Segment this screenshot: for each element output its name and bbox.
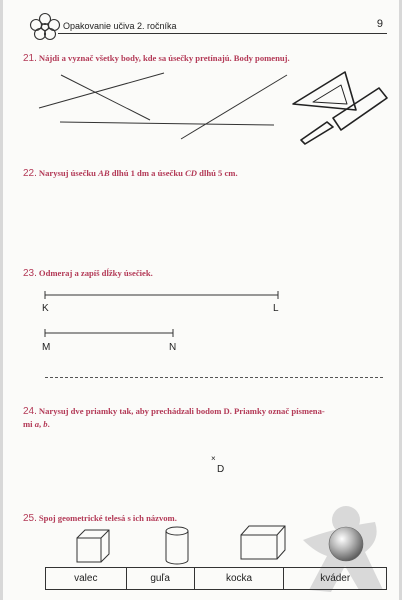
task-24-text-a: Narysuj dve priamky tak, aby prechádzali bodom D. Priamky označ písmena- [38,406,325,416]
task-21-text: Nájdi a vyznač všetky body, kde sa úsečky pretínajú. Body pomenuj. [38,53,290,63]
name-cell-gula: guľa [126,568,194,590]
line-a-label: a [34,419,39,429]
line-b-label: b [43,419,48,429]
page-number: 9 [376,18,383,30]
task-21-number: 21. [23,53,37,64]
task-22-text-c: dlhú 5 cm. [197,168,238,178]
name-cell-kvader: kváder [284,568,387,590]
segment-ab-label: AB [98,168,110,178]
name-cell-kocka: kocka [194,568,284,590]
task-24-text-b: mi [23,419,35,429]
task-25-text: Spoj geometrické telesá s ich názvom. [38,513,177,523]
task-23-text: Odmeraj a zapíš dĺžky úsečiek. [38,268,153,278]
segment-cd-label: CD [185,168,198,178]
name-cell-valec: valec [46,568,127,590]
geometric-solids [3,0,399,600]
point-d-label: D [217,464,225,475]
cuboid-icon [241,526,285,559]
task-24-text-c: . [47,419,50,429]
task-22-text-b: dlhú 1 dm a úsečku [109,168,186,178]
point-l-label: L [273,303,279,314]
point-k-label: K [42,303,49,314]
workbook-page [3,0,399,600]
task-25-number: 25. [23,513,37,524]
task-22-number: 22. [23,168,37,179]
point-d-mark: × [211,454,216,463]
task-24-comma: , [39,419,44,429]
sphere-icon [329,527,363,561]
cube-icon [77,530,109,562]
cylinder-icon [166,527,188,564]
header-title: Opakovanie učiva 2. ročníka [63,21,177,31]
task-22-text-a: Narysuj úsečku [38,168,99,178]
point-n-label: N [169,342,177,353]
task-24-number: 24. [23,406,37,417]
solid-names-table [45,567,387,590]
task-23-number: 23. [23,268,37,279]
point-m-label: M [42,342,51,353]
